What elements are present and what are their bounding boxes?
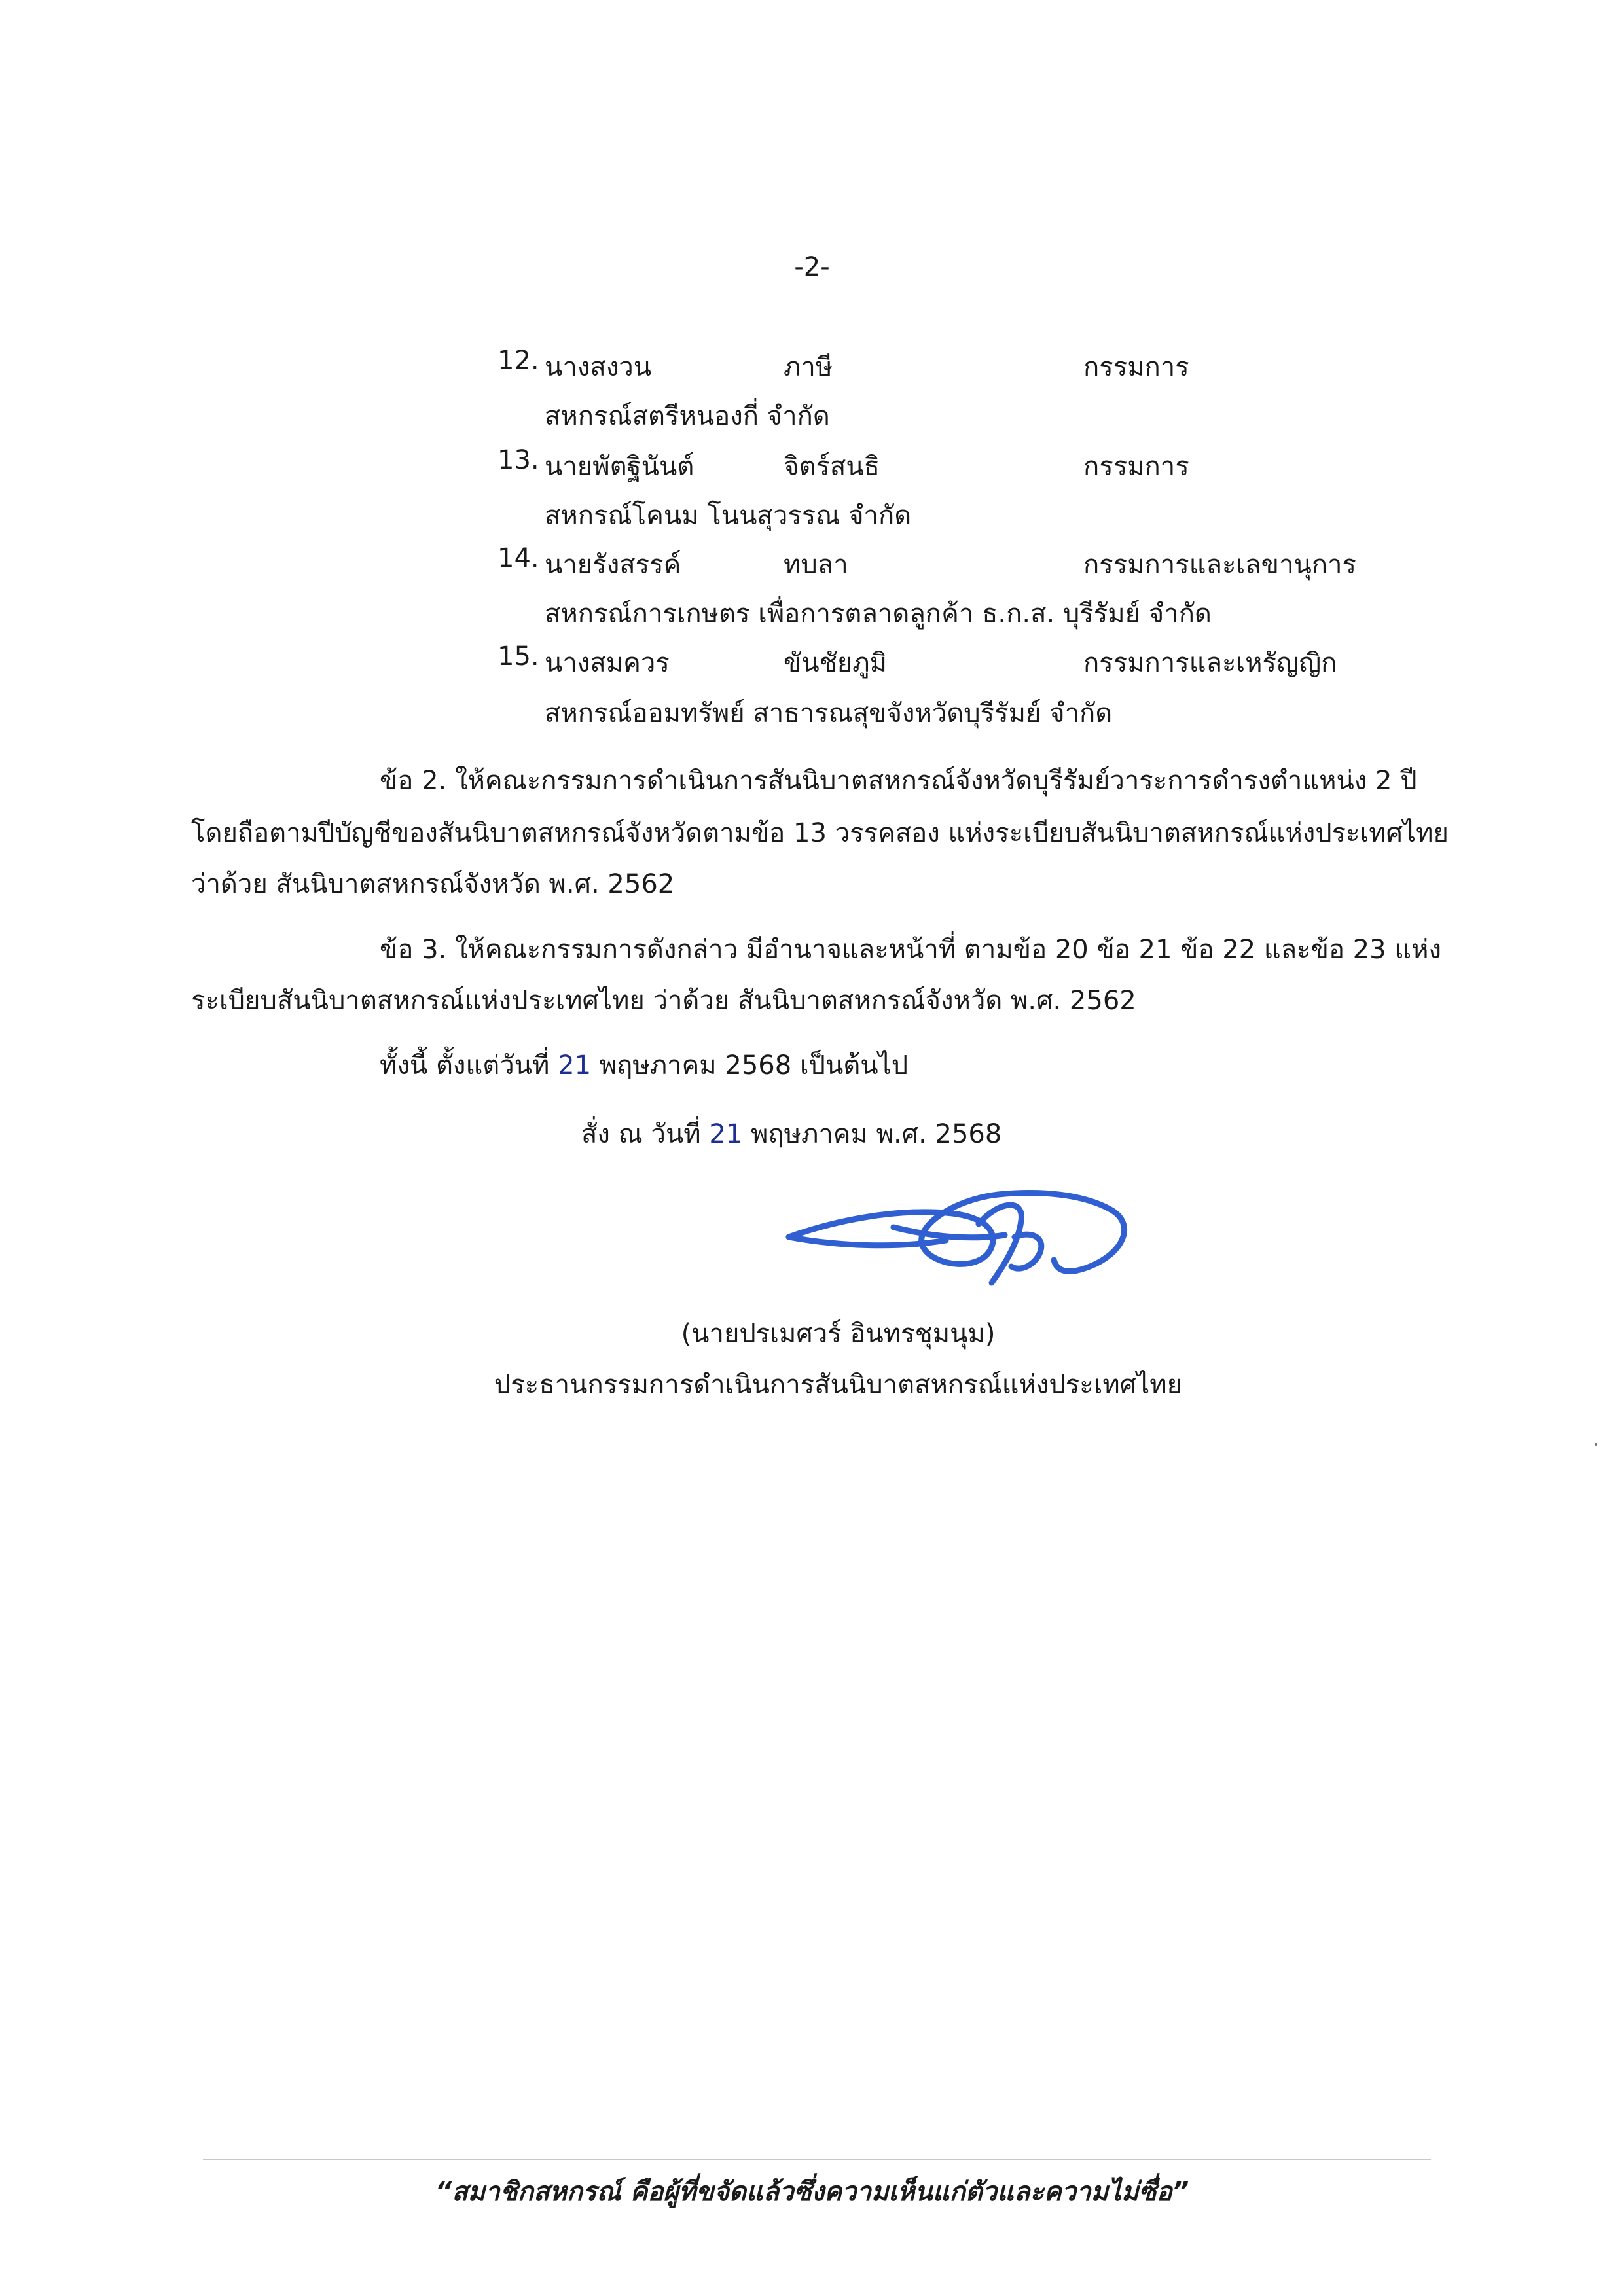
member-surname: ภาษี bbox=[784, 352, 833, 382]
member-surname: จิตร์สนธิ bbox=[784, 452, 880, 482]
effective-day: 21 bbox=[558, 1050, 592, 1081]
page-number: -2- bbox=[794, 252, 830, 282]
member-organization: สหกรณ์โคนม โนนสุวรรณ จำกัด bbox=[545, 501, 912, 531]
footer-motto: “สมาชิกสหกรณ์ คือผู้ที่ขจัดแล้วซึ่งความเห็นแก่ตัวและความไม่ซื่อ” bbox=[435, 2177, 1189, 2207]
signatory-position: ประธานกรรมการดำเนินการสันนิบาตสหกรณ์แห่งประเทศไทย bbox=[494, 1370, 1183, 1400]
member-number: 14. bbox=[497, 543, 539, 573]
signature bbox=[782, 1175, 1136, 1289]
clause-2-line-3: ว่าด้วย สันนิบาตสหกรณ์จังหวัด พ.ศ. 2562 bbox=[191, 869, 675, 899]
effective-prefix: ทั้งนี้ ตั้งแต่วันที่ bbox=[380, 1050, 550, 1081]
clause-2-line-2: โดยถือตามปีบัญชีของสันนิบาตสหกรณ์จังหวัดตามข้อ 13 วรรคสอง แห่งระเบียบสันนิบาตสหกรณ์แห่งประเทศไทย bbox=[191, 818, 1449, 848]
member-name: นางสงวน bbox=[545, 352, 652, 382]
order-day: 21 bbox=[709, 1119, 743, 1149]
clause-3-line-1: ข้อ 3. ให้คณะกรรมการดังกล่าว มีอำนาจและหน้าที่ ตามข้อ 20 ข้อ 21 ข้อ 22 และข้อ 23 แห่ง bbox=[380, 935, 1441, 965]
member-surname: ทบลา bbox=[784, 550, 848, 580]
signatory-name: (นายปรเมศวร์ อินทรชุมนุม) bbox=[681, 1319, 996, 1349]
member-number: 12. bbox=[497, 346, 539, 376]
footer-divider bbox=[203, 2159, 1431, 2160]
member-number: 15. bbox=[497, 641, 539, 672]
member-organization: สหกรณ์สตรีหนองกี่ จำกัด bbox=[545, 401, 830, 431]
member-role: กรรมการและเลขานุการ bbox=[1083, 550, 1356, 580]
effective-date bbox=[380, 1044, 908, 1086]
scan-speck bbox=[1595, 1443, 1597, 1446]
order-date bbox=[581, 1113, 1001, 1155]
member-name: นายพัตฐินันต์ bbox=[545, 452, 695, 482]
order-suffix: พฤษภาคม พ.ศ. 2568 bbox=[751, 1119, 1002, 1149]
member-role: กรรมการ bbox=[1083, 452, 1189, 482]
member-surname: ขันชัยภูมิ bbox=[784, 648, 888, 678]
clause-3-line-2: ระเบียบสันนิบาตสหกรณ์แห่งประเทศไทย ว่าด้วย สันนิบาตสหกรณ์จังหวัด พ.ศ. 2562 bbox=[191, 986, 1136, 1016]
member-role: กรรมการและเหรัญญิก bbox=[1083, 648, 1337, 678]
member-role: กรรมการ bbox=[1083, 352, 1189, 382]
member-organization: สหกรณ์การเกษตร เพื่อการตลาดลูกค้า ธ.ก.ส. บุรีรัมย์ จำกัด bbox=[545, 599, 1212, 629]
member-organization: สหกรณ์ออมทรัพย์ สาธารณสุขจังหวัดบุรีรัมย์ จำกัด bbox=[545, 698, 1113, 728]
member-number: 13. bbox=[497, 445, 539, 475]
member-name: นายรังสรรค์ bbox=[545, 550, 681, 580]
order-prefix: สั่ง ณ วันที่ bbox=[581, 1119, 701, 1149]
effective-suffix: พฤษภาคม 2568 เป็นต้นไป bbox=[599, 1050, 909, 1081]
clause-2-line-1: ข้อ 2. ให้คณะกรรมการดำเนินการสันนิบาตสหกรณ์จังหวัดบุรีรัมย์วาระการดำรงตำแหน่ง 2 ปี bbox=[380, 766, 1417, 796]
member-name: นางสมควร bbox=[545, 648, 670, 678]
